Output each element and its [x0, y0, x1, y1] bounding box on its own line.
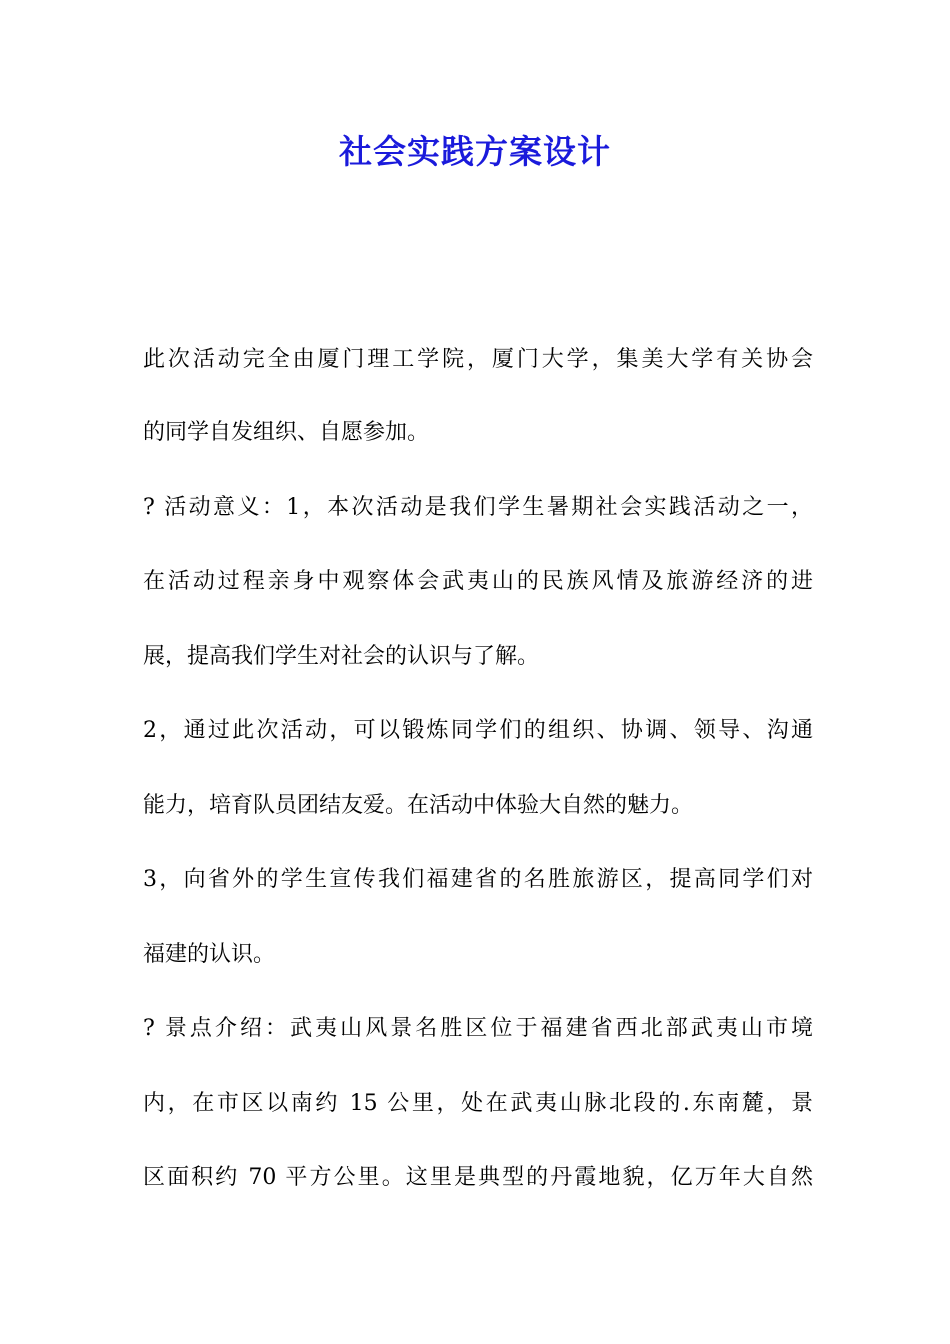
body-line-9: 福建的认识。	[143, 942, 276, 967]
body-line-3: ? 活动意义：1，本次活动是我们学生暑期社会实践活动之一，	[143, 495, 813, 520]
body-line-7: 能力，培育队员团结友爱。在活动中体验大自然的魅力。	[143, 793, 694, 818]
body-line-1: 此次活动完全由厦门理工学院，厦门大学，集美大学有关协会	[143, 347, 813, 372]
body-line-6: 2，通过此次活动，可以锻炼同学们的组织、协调、领导、沟通	[143, 718, 813, 743]
body-line-10: ? 景点介绍：武夷山风景名胜区位于福建省西北部武夷山市境	[143, 1016, 813, 1041]
document-title: 社会实践方案设计	[339, 132, 611, 171]
body-line-2: 的同学自发组织、自愿参加。	[143, 420, 430, 445]
body-line-8: 3，向省外的学生宣传我们福建省的名胜旅游区，提高同学们对	[143, 867, 813, 892]
body-line-5: 展，提高我们学生对社会的认识与了解。	[143, 644, 540, 669]
body-line-12: 区面积约 70 平方公里。这里是典型的丹霞地貌，亿万年大自然	[143, 1165, 813, 1190]
body-line-4: 在活动过程亲身中观察体会武夷山的民族风情及旅游经济的进	[143, 569, 813, 594]
body-line-11: 内，在市区以南约 15 公里，处在武夷山脉北段的.东南麓，景	[143, 1091, 813, 1116]
